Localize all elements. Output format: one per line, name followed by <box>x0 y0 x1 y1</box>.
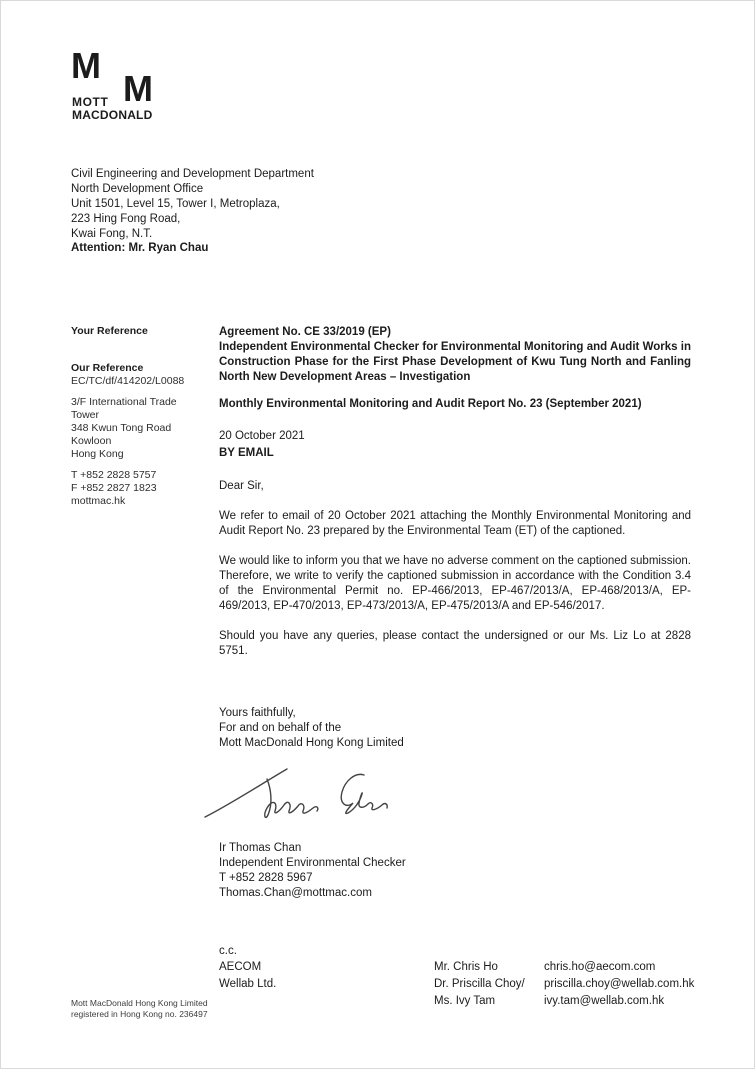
recipient-address-line: Civil Engineering and Development Department <box>71 168 314 180</box>
footer-line: registered in Hong Kong no. 236497 <box>71 1008 208 1019</box>
our-reference-value: EC/TC/df/414202/L0088 <box>71 375 185 387</box>
sender-address-line: Tower <box>71 409 100 421</box>
cc-email: chris.ho@aecom.com <box>544 961 656 973</box>
sender-address-line: 3/F International Trade <box>71 396 177 408</box>
recipient-address-line: North Development Office <box>71 183 204 195</box>
recipient-address-line: Kwai Fong, N.T. <box>71 228 153 240</box>
cc-email: ivy.tam@wellab.com.hk <box>544 995 665 1007</box>
recipient-address-line: 223 Hing Fong Road, <box>71 213 181 225</box>
signer-email: Thomas.Chan@mottmac.com <box>219 887 372 899</box>
letter-body <box>219 325 695 1009</box>
signer-block <box>219 841 691 901</box>
report-title: Monthly Environmental Monitoring and Audit Report No. 23 (September 2021) <box>219 398 642 410</box>
logo-wordmark: MACDONALD <box>72 108 153 122</box>
cc-person: Mr. Chris Ho <box>434 961 498 973</box>
closing-block <box>219 706 691 751</box>
logo-m-icon: M <box>123 68 152 109</box>
paragraph: We would like to inform you that we have no adverse comment on the captioned submission. Therefore, we write to verify the captioned submission in accordance with the Condition 3.4 of the Environmental Permit no. EP-466/2013, EP-467/2013/A, EP-468/2013/A, EP-469/2013, EP-470/2013, EP-473/2013/A, EP-475/2013/A and EP-546/2017. <box>219 555 691 612</box>
closing-line: For and on behalf of the <box>219 722 342 734</box>
your-reference-label: Your Reference <box>71 325 148 337</box>
signer-phone: T +852 2828 5967 <box>219 872 313 884</box>
recipient-address-line: Unit 1501, Level 15, Tower I, Metroplaza, <box>71 198 280 210</box>
sender-phone: T +852 2828 5757 <box>71 469 157 481</box>
cc-block <box>219 944 695 1009</box>
cc-person: Dr. Priscilla Choy/ <box>434 978 525 990</box>
sender-contact <box>71 469 216 508</box>
our-reference-label: Our Reference <box>71 362 144 374</box>
sender-office-address <box>71 396 216 461</box>
agreement-number: Agreement No. CE 33/2019 (EP) <box>219 326 391 338</box>
footer-line: Mott MacDonald Hong Kong Limited <box>71 998 208 1008</box>
sender-address-line: Kowloon <box>71 435 112 447</box>
logo-m-icon: M <box>71 45 100 86</box>
handwritten-signature <box>219 763 691 833</box>
cc-org: Wellab Ltd. <box>219 978 277 990</box>
cc-org: AECOM <box>219 961 262 973</box>
signer-name: Ir Thomas Chan <box>219 842 302 854</box>
letter-date: 20 October 2021 <box>219 430 305 442</box>
mott-macdonald-logo <box>71 45 221 126</box>
logo-wordmark: MOTT <box>72 95 109 109</box>
cc-label: c.c. <box>219 945 237 957</box>
closing-line: Mott MacDonald Hong Kong Limited <box>219 737 404 749</box>
sender-website: mottmac.hk <box>71 495 126 507</box>
sender-address-line: 348 Kwun Tong Road <box>71 422 172 434</box>
cc-email: priscilla.choy@wellab.com.hk <box>544 978 695 990</box>
salutation: Dear Sir, <box>219 480 264 492</box>
attention-line: Attention: Mr. Ryan Chau <box>71 242 209 254</box>
cc-org <box>219 993 434 1009</box>
paragraph: We refer to email of 20 October 2021 attaching the Monthly Environmental Monitoring and Audit Report No. 23 prepared by the Environmental Team (ET) of the captioned. <box>219 510 691 537</box>
subject-block <box>219 325 691 385</box>
company-registration-footer <box>71 998 208 1019</box>
closing-line: Yours faithfully, <box>219 707 296 719</box>
subject-title: Independent Environmental Checker for Environmental Monitoring and Audit Works in Construction Phase for the First Phase Development of Kwu Tung North and Fanling North New Development Areas – Investigation <box>219 341 691 383</box>
sender-address-line: Hong Kong <box>71 448 124 460</box>
cc-person: Ms. Ivy Tam <box>434 995 496 1007</box>
reference-sidebar <box>71 325 216 508</box>
recipient-address <box>71 167 314 242</box>
delivery-method: BY EMAIL <box>219 447 274 459</box>
sender-fax: F +852 2827 1823 <box>71 482 157 494</box>
signer-title: Independent Environmental Checker <box>219 857 406 869</box>
paragraph: Should you have any queries, please contact the undersigned or our Ms. Liz Lo at 2828 5751. <box>219 630 691 657</box>
